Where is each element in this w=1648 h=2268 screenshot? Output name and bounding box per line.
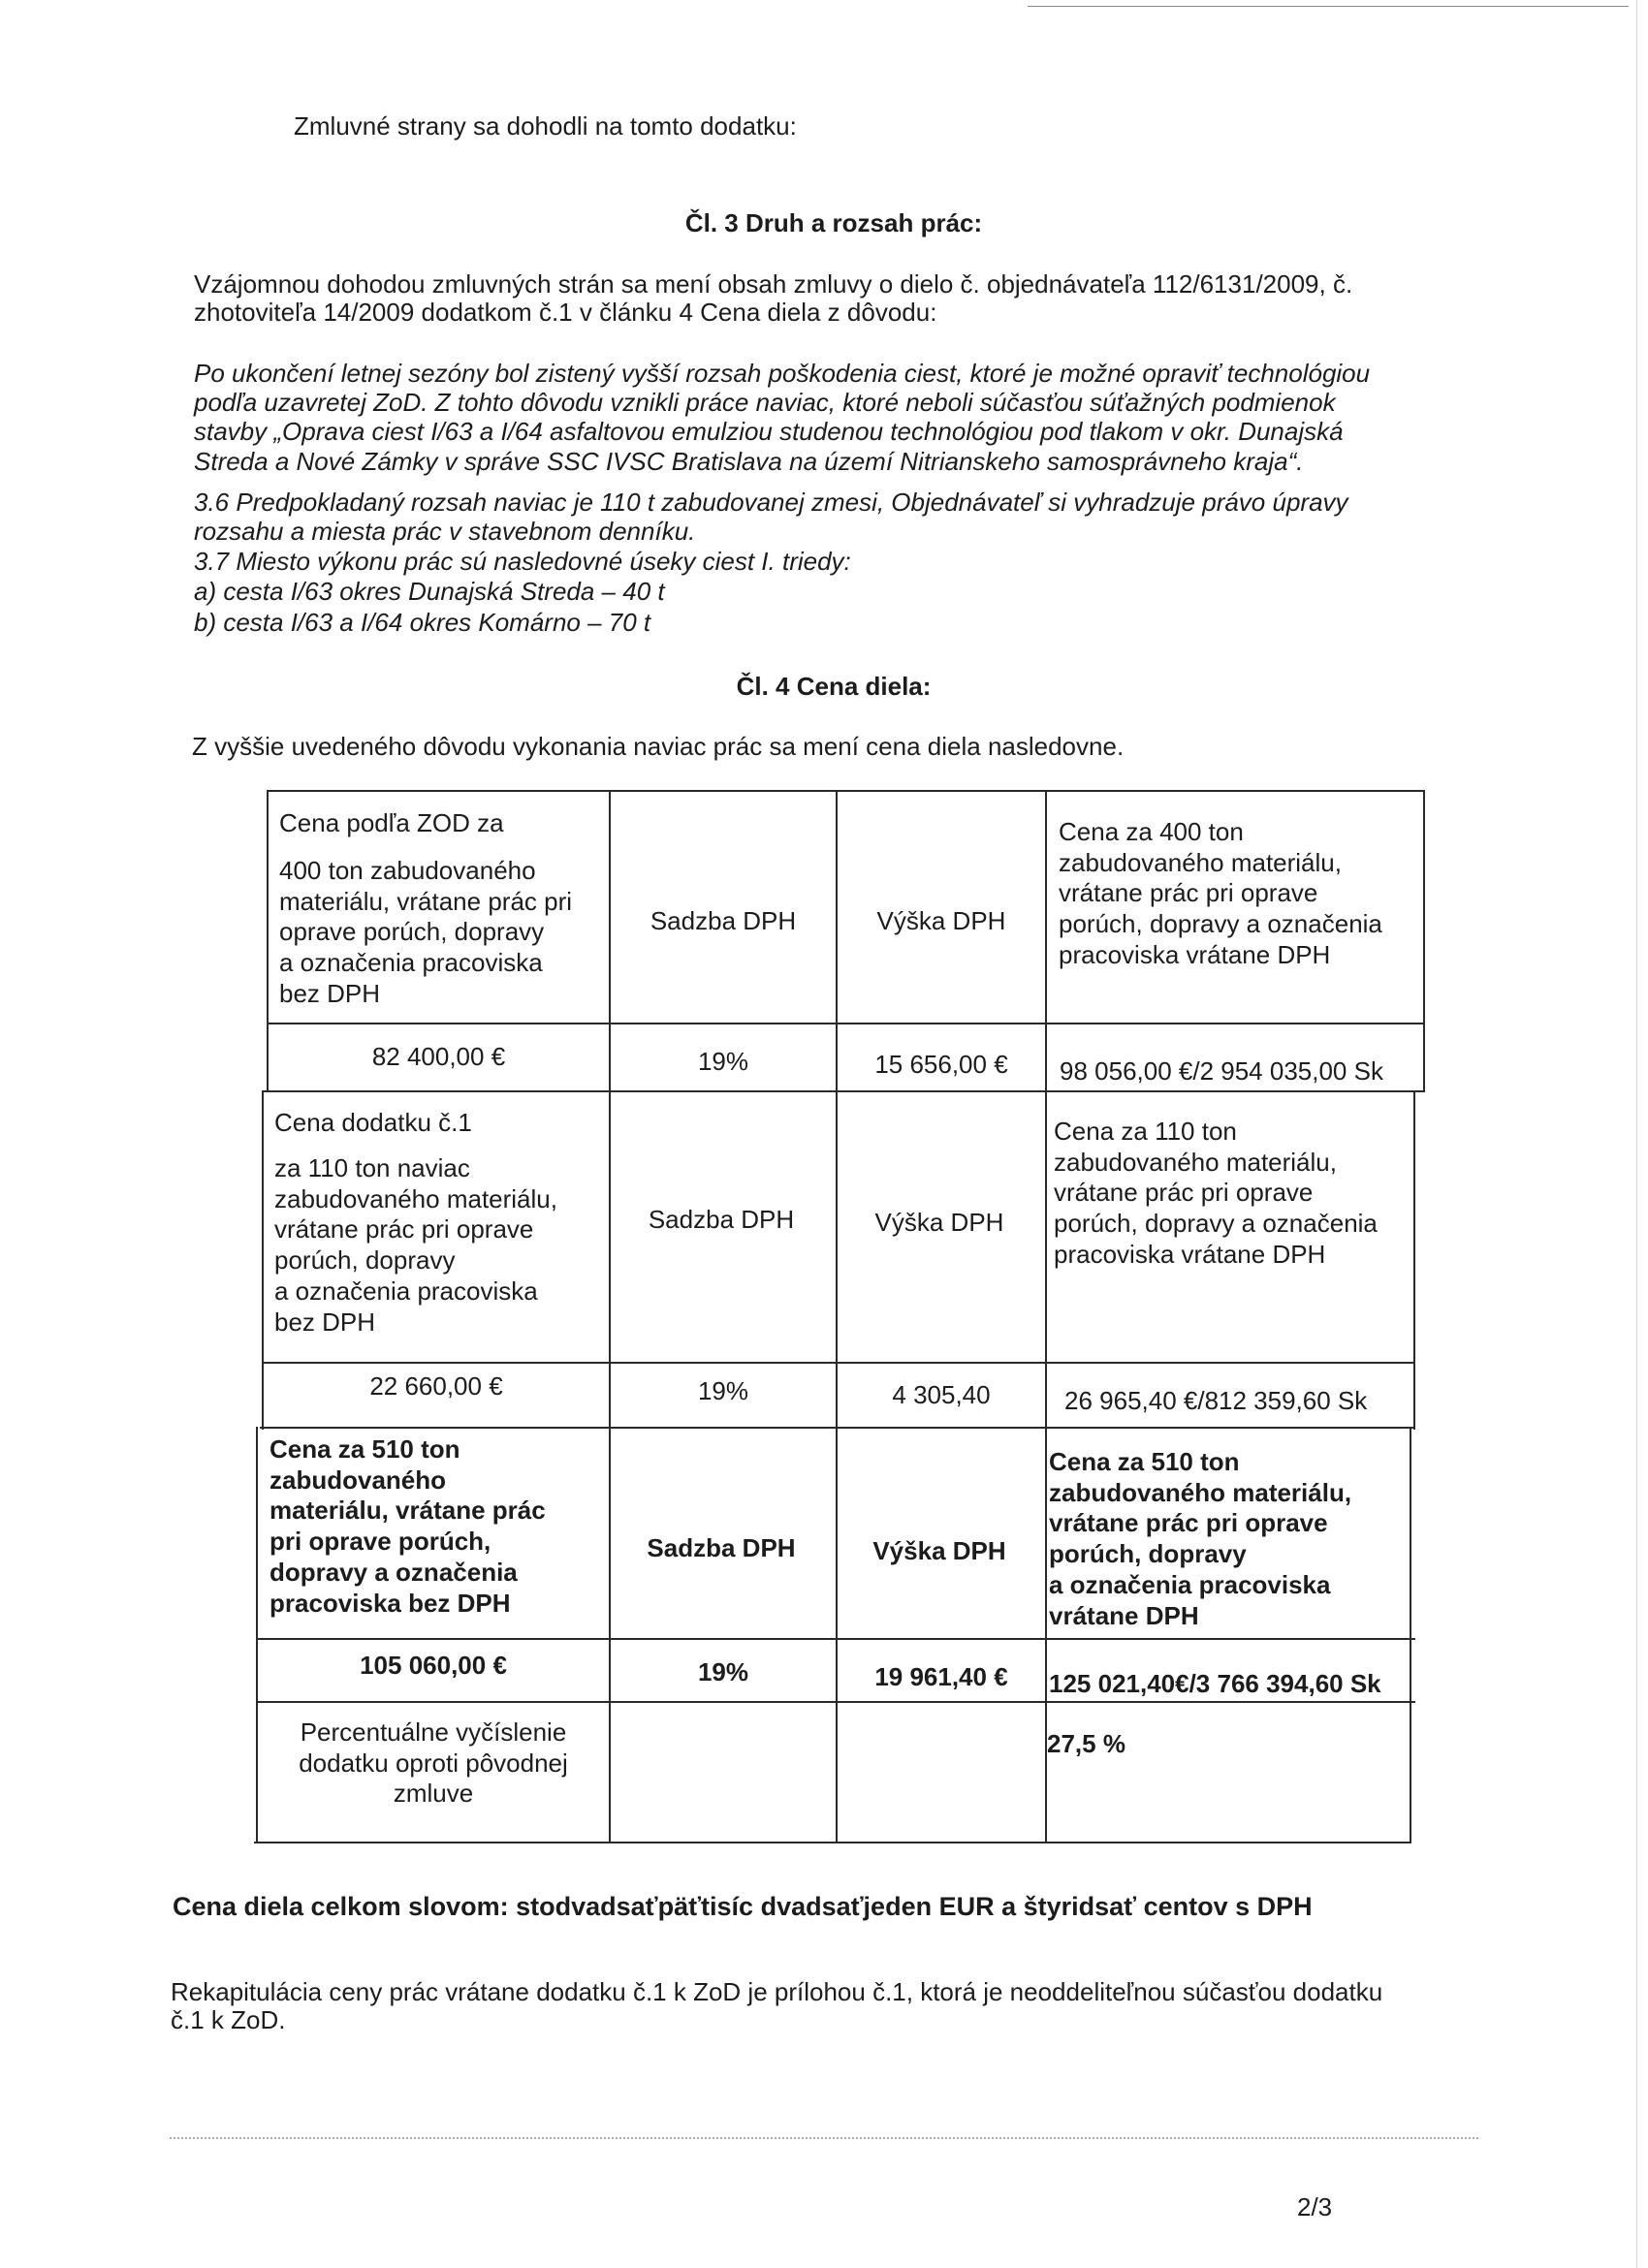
table-rule	[267, 790, 1425, 792]
article-4-paragraph: Z vyššie uvedeného dôvodu vykonania naviac prác sa mení cena diela nasledovne.	[192, 732, 1125, 761]
table-header-cell	[269, 1434, 546, 1619]
article-4-heading: Čl. 4 Cena diela:	[736, 672, 932, 701]
table-header-cell: Sadzba DPH	[650, 906, 797, 935]
cell-line: pri oprave porúch,	[269, 1527, 491, 1557]
table-rule	[260, 1427, 1415, 1429]
cell-line: oprave porúch, dopravy	[279, 917, 545, 947]
table-value-cell: 22 660,00 €	[369, 1371, 503, 1401]
italic-line: podľa uzavretej ZoD. Z tohto dôvodu vznikli práce naviac, ktoré neboli súčasťou súťažných podmienok	[194, 388, 1336, 417]
cell-line: zabudovaného materiálu,	[1049, 1477, 1352, 1507]
table-header-cell: Výška DPH	[876, 906, 1006, 935]
cell-line: pracoviska vrátane DPH	[1059, 939, 1331, 969]
table-header-cell: Výška DPH	[874, 1208, 1004, 1237]
cell-line: bez DPH	[274, 1307, 376, 1337]
table-header-cell: Sadzba DPH	[648, 1205, 795, 1234]
cell-line: za 110 ton naviac	[274, 1153, 470, 1182]
cell-line: Cena za 110 ton	[1054, 1117, 1237, 1146]
cell-line: Cena za 400 ton	[1059, 817, 1244, 846]
table-rule	[1410, 1427, 1411, 1843]
cell-line: porúch, dopravy	[274, 1245, 456, 1276]
italic-line: 3.6 Predpokladaný rozsah naviac je 110 t zabudovanej zmesi, Objednávateľ si vyhradzuje právo úpravy	[194, 488, 1348, 517]
table-value-cell: 105 060,00 €	[360, 1651, 507, 1680]
paragraph-line: č.1 k ZoD.	[171, 2005, 286, 2034]
cell-line: vrátane prác pri oprave	[1049, 1508, 1328, 1538]
cell-line: zabudovaného materiálu,	[274, 1183, 557, 1213]
cell-line: a označenia pracoviska	[279, 948, 543, 978]
italic-line: rozsahu a miesta prác v stavebnom denníku.	[194, 517, 696, 546]
table-header-cell: Cena dodatku č.1	[274, 1108, 472, 1137]
italic-line: Streda a Nové Zámky v správe SSC IVSC Bratislava na území Nitrianskeho samosprávneho kraja“.	[194, 447, 1304, 476]
table-value-cell: 26 965,40 €/812 359,60 Sk	[1064, 1386, 1368, 1415]
cell-line: a označenia pracoviska	[274, 1276, 538, 1306]
table-rule	[1423, 790, 1425, 1092]
table-value-cell: 125 021,40€/3 766 394,60 Sk	[1049, 1669, 1381, 1698]
cell-line: porúch, dopravy	[1049, 1539, 1247, 1569]
table-header-cell	[1059, 817, 1382, 971]
table-value-cell: 98 056,00 €/2 954 035,00 Sk	[1060, 1056, 1383, 1086]
paragraph-line: Rekapitulácia ceny prác vrátane dodatku č.1 k ZoD je prílohou č.1, ktorá je neoddeliteľnou súčasťou dodatku	[171, 1977, 1383, 2006]
intro-text: Zmluvné strany sa dohodli na tomto dodatku:	[294, 111, 797, 141]
table-value-cell: 82 400,00 €	[371, 1042, 506, 1071]
table-header-cell	[274, 1153, 557, 1338]
cell-line: zmluve	[393, 1779, 474, 1809]
cell-line: dopravy a označenia	[269, 1557, 518, 1587]
cell-line: materiálu, vrátane prác	[269, 1496, 546, 1526]
italic-line: stavby „Oprava ciest I/63 a I/64 asfaltovou emulziou studenou technológiou pod tlakom v okr. Dunajská	[194, 417, 1344, 446]
cell-line: porúch, dopravy a označenia	[1054, 1209, 1378, 1239]
table-header-cell: Sadzba DPH	[647, 1533, 796, 1562]
table-rule	[254, 1842, 1411, 1843]
scan-top-rule	[1028, 6, 1629, 7]
italic-line: b) cesta I/63 a I/64 okres Komárno – 70 t	[194, 608, 651, 637]
cell-line: vrátane prác pri oprave	[274, 1214, 534, 1244]
table-value-cell: 15 656,00 €	[874, 1050, 1008, 1079]
cell-line: Cena za 510 ton	[1049, 1447, 1240, 1476]
cell-line: zabudovaného	[269, 1465, 447, 1495]
table-value-cell: 19 961,40 €	[874, 1662, 1008, 1691]
table-header-cell	[1049, 1447, 1351, 1631]
price-in-words: Cena diela celkom slovom: stodvadsaťpäťtisíc dvadsaťjeden EUR a štyridsať centov s DPH	[173, 1892, 1313, 1921]
table-value-cell: 19%	[697, 1047, 749, 1076]
table-rule	[264, 1090, 1425, 1092]
table-header-cell	[279, 856, 572, 1010]
cell-line: zabudovaného materiálu,	[1054, 1147, 1337, 1177]
table-value-cell: 19%	[697, 1376, 749, 1405]
footer-divider	[170, 2137, 1478, 2139]
cell-line: Percentuálne vyčíslenie	[300, 1717, 567, 1747]
percentage-label	[258, 1717, 609, 1810]
table-rule	[262, 1362, 1415, 1364]
cell-line: vrátane DPH	[1049, 1600, 1199, 1630]
italic-line: a) cesta I/63 okres Dunajská Streda – 40 t	[194, 577, 665, 606]
scan-edge	[1636, 0, 1637, 2268]
paragraph-line: zhotoviteľa 14/2009 dodatkom č.1 v článku 4 Cena diela z dôvodu:	[194, 298, 937, 327]
cell-line: vrátane prác pri oprave	[1054, 1178, 1314, 1208]
cell-line: bez DPH	[279, 978, 381, 1008]
table-rule	[1413, 1090, 1415, 1430]
cell-line: vrátane prác pri oprave	[1059, 878, 1318, 908]
article-3-heading: Čl. 3 Druh a rozsah prác:	[684, 208, 983, 237]
page-number: 2/3	[1297, 2192, 1333, 2221]
paragraph-line: Vzájomnou dohodou zmluvných strán sa mení obsah zmluvy o dielo č. objednávateľa 112/6131/2009, č.	[194, 269, 1353, 299]
table-value-cell: 19%	[697, 1657, 749, 1686]
table-rule	[267, 1023, 1425, 1024]
cell-line: Cena za 510 ton	[269, 1434, 460, 1464]
cell-line: dodatku oproti pôvodnej	[299, 1748, 568, 1778]
table-header-cell	[1054, 1117, 1378, 1271]
cell-line: porúch, dopravy a označenia	[1059, 909, 1382, 939]
cell-line: pracoviska bez DPH	[269, 1588, 511, 1618]
italic-line: 3.7 Miesto výkonu prác sú nasledovné úseky ciest I. triedy:	[194, 547, 851, 576]
table-value-cell: 4 305,40	[892, 1380, 991, 1409]
cell-line: 400 ton zabudovaného	[279, 856, 536, 885]
cell-line: zabudovaného materiálu,	[1059, 847, 1342, 877]
cell-line: materiálu, vrátane prác pri	[279, 886, 573, 916]
table-rule	[1045, 790, 1047, 1843]
italic-line: Po ukončení letnej sezóny bol zistený vyšší rozsah poškodenia ciest, ktoré je možné opraviť technológiou	[194, 359, 1371, 388]
table-header-cell: Výška DPH	[872, 1536, 1006, 1565]
table-header-cell: Cena podľa ZOD za	[279, 808, 504, 837]
percentage-value: 27,5 %	[1047, 1729, 1125, 1758]
cell-line: pracoviska vrátane DPH	[1054, 1239, 1326, 1269]
cell-line: a označenia pracoviska	[1049, 1569, 1331, 1599]
